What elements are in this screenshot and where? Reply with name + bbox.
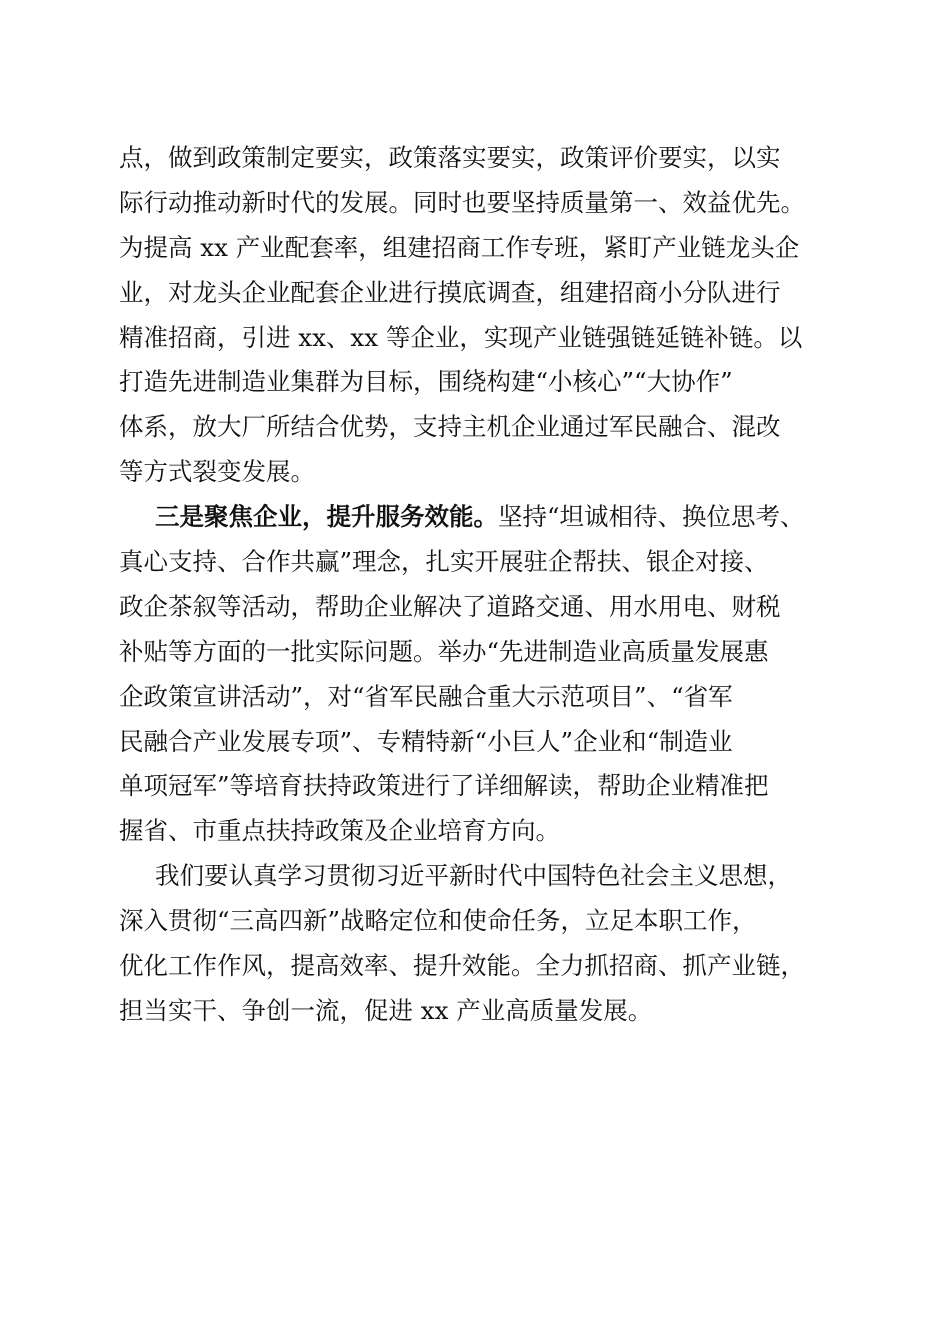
section-heading: 三是聚焦企业，提升服务效能。 (155, 502, 498, 532)
paragraph-line: 企政策宣讲活动”，对“省军民融合重大示范项目”、“省军 (119, 681, 733, 711)
paragraph-line: 体系，放大厂所结合优势，支持主机企业通过军民融合、混改 (119, 412, 781, 442)
paragraph-line (119, 495, 839, 540)
paragraph-line: 真心支持、合作共赢”理念，扎实开展驻企帮扶、银企对接、 (119, 547, 769, 577)
paragraph-line: 民融合产业发展专项”、专精特新“小巨人”企业和“制造业 (119, 726, 733, 756)
paragraph-text: 坚持“坦诚相待、换位思考、 (498, 502, 805, 532)
paragraph-line: 担当实干、争创一流，促进 xx 产业高质量发展。 (119, 995, 653, 1025)
paragraph-line: 政企茶叙等活动，帮助企业解决了道路交通、用水用电、财税 (119, 591, 781, 621)
paragraph-line: 为提高 xx 产业配套率，组建招商工作专班，紧盯产业链龙头企 (119, 232, 800, 262)
paragraph-line: 我们要认真学习贯彻习近平新时代中国特色社会主义思想， (155, 861, 792, 891)
paragraph-1 (119, 136, 839, 495)
paragraph-line: 握省、市重点扶持政策及企业培育方向。 (119, 816, 560, 846)
paragraph-line: 际行动推动新时代的发展。同时也要坚持质量第一、效益优先。 (119, 187, 805, 217)
paragraph-line: 补贴等方面的一批实际问题。举办“先进制造业高质量发展惠 (119, 636, 769, 666)
paragraph-line: 精准招商，引进 xx、xx 等企业，实现产业链强链延链补链。以 (119, 322, 803, 352)
paragraph-line: 打造先进制造业集群为目标，围绕构建“小核心”“大协作” (119, 367, 733, 397)
paragraph-line: 深入贯彻“三高四新”战略定位和使命任务，立足本职工作， (119, 906, 757, 936)
paragraph-line: 单项冠军”等培育扶持政策进行了详细解读，帮助企业精准把 (119, 771, 769, 801)
paragraph-line: 业，对龙头企业配套企业进行摸底调查，组建招商小分队进行 (119, 277, 781, 307)
paragraph-3 (119, 854, 839, 1034)
paragraph-line: 等方式裂变发展。 (119, 457, 315, 487)
paragraph-2 (119, 495, 839, 854)
paragraph-line: 点，做到政策制定要实，政策落实要实，政策评价要实，以实 (119, 143, 781, 172)
paragraph-line: 优化工作作风，提高效率、提升效能。全力抓招商、抓产业链， (119, 951, 805, 981)
document-body (119, 136, 839, 1034)
